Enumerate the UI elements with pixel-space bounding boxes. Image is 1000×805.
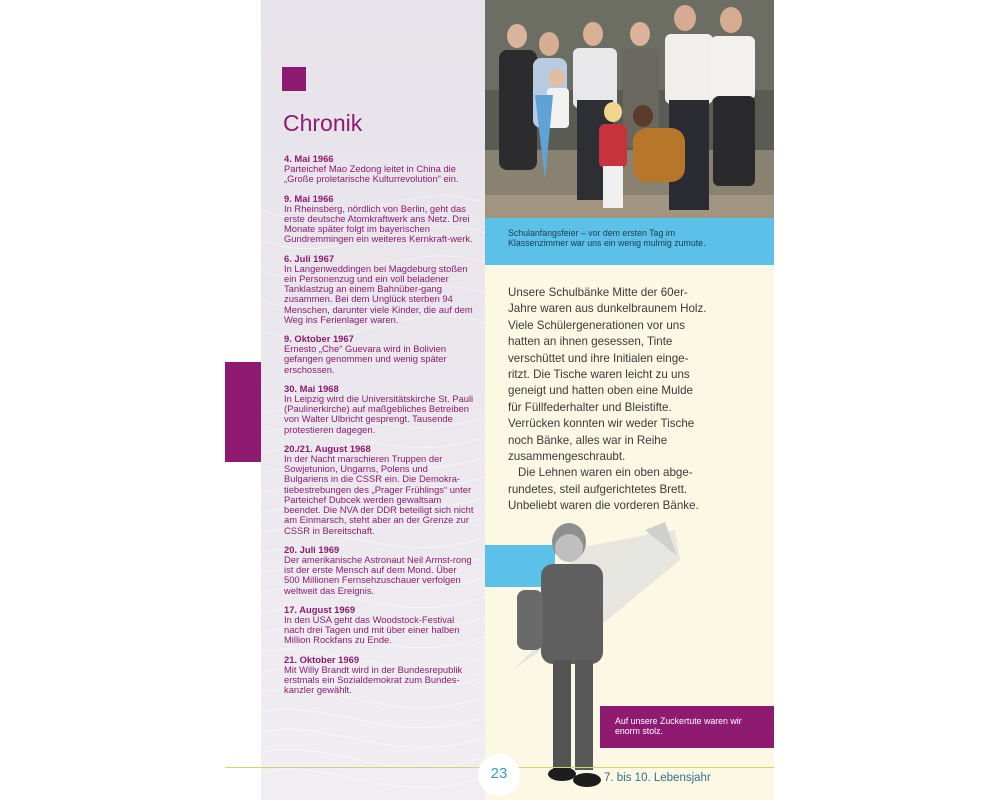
story-text — [508, 285, 708, 515]
purple-side-tab — [225, 362, 261, 462]
event-date: 20. Juli 1969 — [284, 543, 340, 555]
chronik-event — [284, 545, 474, 596]
chronik-event — [284, 655, 474, 696]
page-number: 23 — [490, 765, 508, 782]
event-date: 20./21. August 1968 — [284, 442, 371, 454]
event-date: 9. Oktober 1967 — [284, 333, 354, 345]
event-date: 4. Mai 1966 — [284, 153, 334, 164]
chronik-event — [284, 334, 474, 375]
chronik-event — [284, 154, 474, 185]
event-date: 17. August 1969 — [284, 603, 356, 615]
event-text: In Langenweddingen bei Magdeburg stoßen ein Personenzug und ein voll beladener Tanklastzug an einem Bahnüber-gang zusammen. Bei dem Unglück sterben 94 Menschen, darunter viele Kinder, die auf dem Weg ins Ferienlager waren. — [284, 262, 473, 325]
event-date: 21. Oktober 1969 — [284, 653, 360, 665]
chronik-event — [284, 384, 474, 435]
event-text: In der Nacht marschieren Truppen der Sowjetunion, Ungarns, Polens und Bulgariens in die CSSR ein. Die Demokra-tiebestrebungen des „Prager Frühlings“ unter Parteichef Dubcek werden gewaltsam beendet. Die NVA der DDR beteiligt sich nicht am Einmarsch, steht aber an der Grenze zur CSSR in Bereitschaft. — [284, 453, 474, 536]
boy-photo-caption: Auf unsere Zuckertute waren wir enorm stolz. — [615, 716, 742, 736]
boy-with-zuckertute-photo — [505, 520, 680, 800]
story-paragraph: Unsere Schulbänke Mitte der 60er-Jahre waren aus dunkelbraunem Holz. Viele Schülergenerationen vor uns hatten an ihnen gesessen, Tinte verschüttet und ihre Initialen einge-ritzt. Die Tische waren leicht zu uns geneigt und hatten oben eine Mulde für Füllfederhalter und Bleistifte. Verrücken konnten wir weder Tische noch Bänke, alles war in Reihe zusammengeschraubt. — [508, 286, 707, 464]
event-text: In Rheinsberg, nördlich von Berlin, geht das erste deutsche Atomkraftwerk ans Netz. Drei Monate später folgt im bayerischen Gundremmingen ein weiteres Kernkraft-werk. — [284, 202, 473, 245]
chronik-event — [284, 194, 474, 245]
event-text: Ernesto „Che“ Guevara wird in Bolivien gefangen genommen und wenig später erschossen. — [284, 343, 447, 375]
family-photo-caption: Schulanfangsfeier – vor dem ersten Tag im Klassenzimmer war uns ein wenig mulmig zumute. — [508, 228, 706, 248]
event-text: In Leipzig wird die Universitätskirche St. Pauli (Paulinerkirche) auf maßgebliches Betreiben von Walter Ulbricht gesprengt. Tausende protestieren dagegen. — [284, 393, 474, 435]
family-photo — [485, 0, 774, 218]
event-text: Mit Willy Brandt wird in der Bundesrepublik erstmals ein Sozialdemokrat zum Bundes-kanzler gewählt. — [284, 663, 463, 696]
chronik-events-list — [284, 154, 474, 704]
chronik-title: Chronik — [283, 110, 363, 136]
purple-square-marker — [282, 67, 306, 91]
event-date: 30. Mai 1968 — [284, 382, 339, 394]
event-text: In den USA geht das Woodstock-Festival nach drei Tagen und mit über einer halben Million Rockfans zu Ende. — [284, 613, 460, 646]
chronik-event — [284, 254, 474, 325]
chronik-event — [284, 605, 474, 646]
story-paragraph: Die Lehnen waren ein oben abge-rundetes, steil aufgerichtetes Brett. Unbeliebt waren die vorderen Bänke. — [508, 466, 699, 513]
section-label: 7. bis 10. Lebensjahr — [604, 772, 711, 784]
event-text: Parteichef Mao Zedong leitet in China die „Große proletarische Kulturrevolution“ ein. — [284, 163, 459, 185]
chronik-event — [284, 444, 474, 536]
event-date: 6. Juli 1967 — [284, 252, 335, 264]
event-text: Der amerikanische Astronaut Neil Armst-rong ist der erste Mensch auf dem Mond. Über 500 Millionen Fernsehzuschauer verfolgen weltweit das Ereignis. — [284, 553, 472, 596]
event-date: 9. Mai 1966 — [284, 192, 334, 204]
